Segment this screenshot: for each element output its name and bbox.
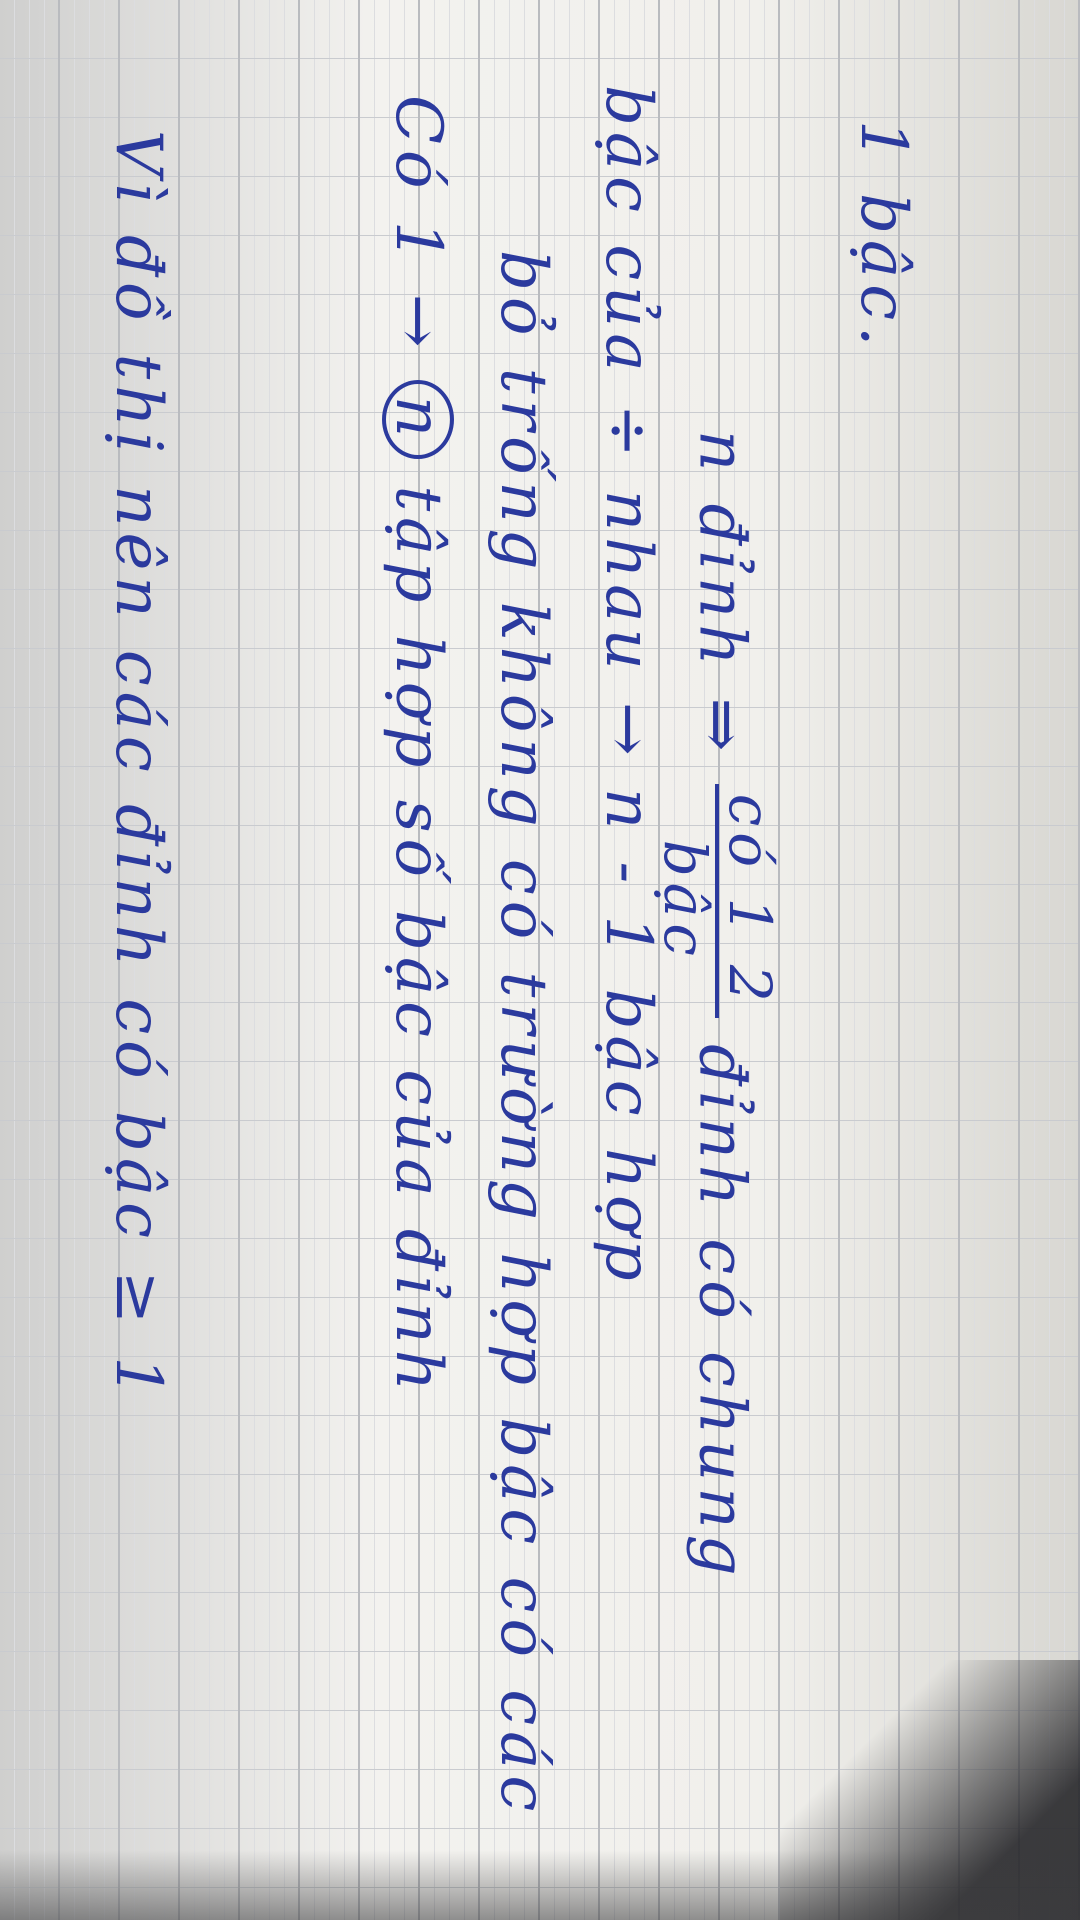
fraction-denominator: bậc xyxy=(651,839,720,962)
note-line-3 xyxy=(486,250,560,1817)
note-line-2 xyxy=(381,95,455,1397)
fraction-numerator: có 1 2 xyxy=(715,784,780,1018)
fraction xyxy=(651,784,784,1018)
note-line-6-text: 1 bậc. xyxy=(846,120,920,353)
note-line-4-text: bậc của ÷ nhau → n - 1 bậc hợp xyxy=(591,85,665,1287)
circled-n: n xyxy=(382,380,454,459)
note-line-6 xyxy=(846,120,920,352)
note-line-5 xyxy=(651,430,784,1582)
note-line-2-prefix: Có 1 → xyxy=(381,95,455,354)
note-line-5-right: đỉnh có chung xyxy=(684,1044,759,1582)
note-line-5-left: n đỉnh ⇒ xyxy=(684,430,759,758)
note-line-1-text: Vì đồ thị nên các đỉnh có bậc ≥ 1 xyxy=(101,130,175,1404)
note-line-2-rest: tập hợp số bậc của đỉnh xyxy=(381,485,455,1397)
note-line-3-text: bỏ trống không có trường hợp bậc có các xyxy=(486,250,560,1818)
note-line-1 xyxy=(101,130,175,1403)
